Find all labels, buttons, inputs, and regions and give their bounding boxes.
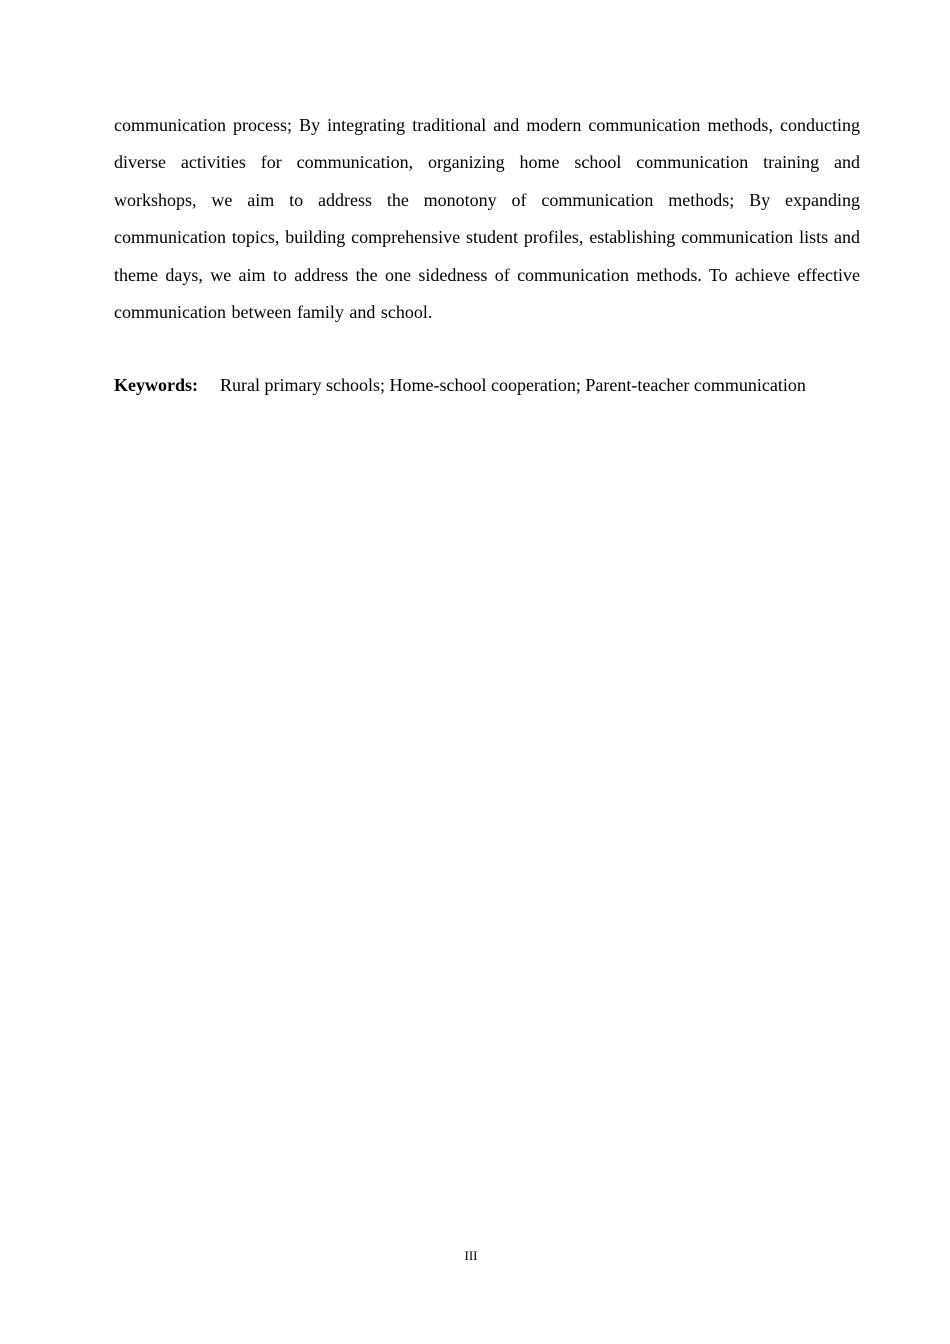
- keywords-text: Rural primary schools; Home-school cooperation; Parent-teacher communication: [220, 375, 806, 395]
- keywords-label: Keywords:: [114, 375, 198, 395]
- abstract-paragraph: communication process; By integrating traditional and modern communication methods, conducting diverse activities for communication, organizing home school communication training and workshops, we aim to address the monotony of communication methods; By expanding communication topics, building comprehensive student profiles, establishing communication lists and theme days, we aim to address the one sidedness of communication methods. To achieve effective communication between family and school.: [114, 115, 860, 323]
- keywords-line: [114, 367, 860, 404]
- page-number: III: [464, 1248, 478, 1263]
